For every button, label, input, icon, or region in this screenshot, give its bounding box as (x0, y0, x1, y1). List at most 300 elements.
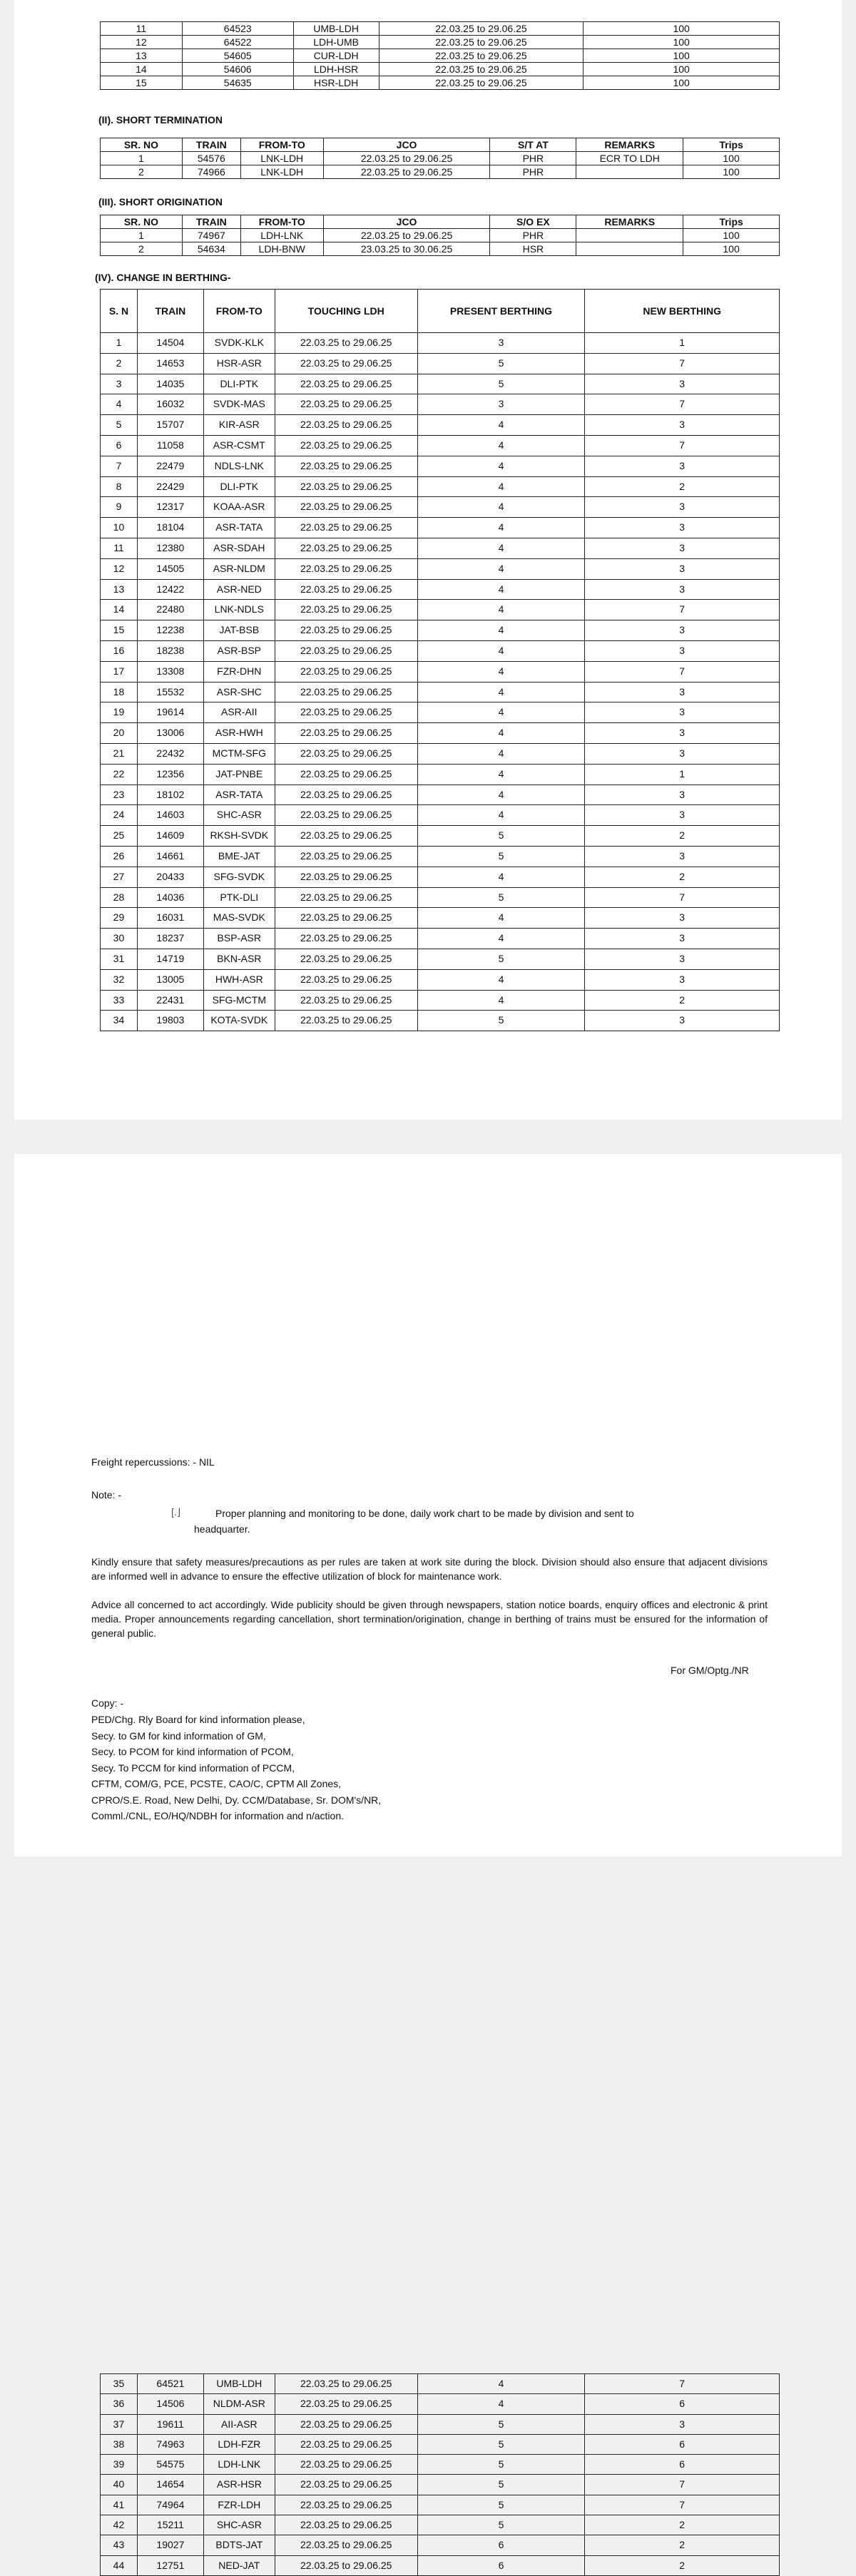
short-termination-table (100, 138, 780, 179)
table-cell: 40 (101, 2475, 138, 2495)
table-cell: HSR-ASR (203, 353, 275, 374)
table-cell: 30 (101, 929, 138, 949)
short-origination-title: (III). SHORT ORIGINATION (98, 196, 223, 208)
table-cell: ASR-NLDM (203, 558, 275, 579)
table-cell: 41 (101, 2495, 138, 2515)
table-cell: 22.03.25 to 29.06.25 (275, 867, 417, 887)
table-cell: 17 (101, 661, 138, 682)
table-cell: 54575 (137, 2455, 203, 2475)
copy-recipient-line: Secy. to GM for kind information of GM, (91, 1729, 266, 1742)
table-cell: 22.03.25 to 29.06.25 (275, 784, 417, 805)
table-cell: 22.03.25 to 29.06.25 (275, 702, 417, 723)
table-cell: 5 (417, 826, 585, 847)
table-cell: 22.03.25 to 29.06.25 (275, 723, 417, 744)
table-cell: 42 (101, 2515, 138, 2535)
table-cell: 3 (585, 374, 780, 394)
table-cell: 3 (585, 538, 780, 558)
table-cell: 7 (585, 2495, 780, 2515)
table-cell: 22.03.25 to 29.06.25 (275, 456, 417, 476)
table-cell: 22.03.25 to 29.06.25 (275, 1011, 417, 1031)
change-in-berthing-table-continued (100, 2373, 780, 2576)
table-cell: 22.03.25 to 29.06.25 (275, 2414, 417, 2434)
table-cell: 12317 (137, 497, 203, 518)
short-origination-header-row (101, 215, 780, 229)
table-cell: 4 (417, 518, 585, 538)
table-cell: 4 (417, 990, 585, 1011)
table-cell: 22.03.25 to 29.06.25 (275, 2455, 417, 2475)
copy-recipient-line: Secy. To PCCM for kind information of PCCM, (91, 1762, 295, 1774)
table-cell: 4 (417, 929, 585, 949)
table-cell: 22.03.25 to 29.06.25 (275, 661, 417, 682)
table-cell: 22.03.25 to 29.06.25 (379, 36, 584, 49)
table-cell: 3 (585, 640, 780, 661)
table-cell: 3 (585, 579, 780, 600)
table-cell: 4 (417, 723, 585, 744)
table-cell: PTK-DLI (203, 887, 275, 908)
table-cell: 22431 (137, 990, 203, 1011)
table-cell: 12380 (137, 538, 203, 558)
table-row (101, 374, 780, 394)
table-cell: 22.03.25 to 29.06.25 (275, 640, 417, 661)
table-row (101, 2555, 780, 2575)
table-cell: 13308 (137, 661, 203, 682)
table-cell: 3 (417, 333, 585, 354)
table-row (101, 579, 780, 600)
table-cell: 22480 (137, 600, 203, 620)
table-row (101, 682, 780, 702)
table-cell: 22.03.25 to 29.06.25 (275, 2475, 417, 2495)
table-cell: 22.03.25 to 29.06.25 (275, 764, 417, 784)
table-cell: 18102 (137, 784, 203, 805)
table-cell: 74964 (137, 2495, 203, 2515)
table-cell: 22.03.25 to 29.06.25 (323, 152, 490, 165)
table-cell: 100 (683, 152, 780, 165)
table-cell: 15211 (137, 2515, 203, 2535)
table-cell: 23.03.25 to 30.06.25 (323, 242, 490, 256)
table-cell: NLDM-ASR (203, 2394, 275, 2414)
table-row (101, 36, 780, 49)
table-cell: 18237 (137, 929, 203, 949)
signature-line: For GM/Optg./NR (671, 1665, 749, 1676)
table-cell: 2 (585, 990, 780, 1011)
table-cell: 4 (417, 640, 585, 661)
table-cell: SVDK-MAS (203, 394, 275, 415)
table-cell: 22.03.25 to 29.06.25 (275, 2434, 417, 2454)
table-cell: 12356 (137, 764, 203, 784)
table-cell: 22.03.25 to 29.06.25 (275, 887, 417, 908)
table-cell: 2 (585, 2515, 780, 2535)
table-cell: 14035 (137, 374, 203, 394)
table-cell: 4 (417, 538, 585, 558)
table-cell: 3 (585, 723, 780, 744)
table-row (101, 415, 780, 436)
table-cell: 22.03.25 to 29.06.25 (323, 229, 490, 242)
table-cell: 3 (585, 743, 780, 764)
table-cell: KOTA-SVDK (203, 1011, 275, 1031)
table-row (101, 826, 780, 847)
table-cell: 14719 (137, 949, 203, 969)
table-row (101, 743, 780, 764)
table-cell: 22.03.25 to 29.06.25 (275, 846, 417, 867)
table-cell: 1 (101, 333, 138, 354)
table-cell (576, 229, 683, 242)
table-cell: 1 (585, 333, 780, 354)
table-row (101, 600, 780, 620)
table-cell: 22.03.25 to 29.06.25 (275, 2394, 417, 2414)
table-cell: 22.03.25 to 29.06.25 (275, 600, 417, 620)
table-cell: 19027 (137, 2535, 203, 2555)
table-cell: 22.03.25 to 29.06.25 (275, 518, 417, 538)
table-cell: 21 (101, 743, 138, 764)
column-header: TRAIN (182, 138, 240, 152)
table-cell: 22.03.25 to 29.06.25 (275, 476, 417, 497)
column-header: S/O EX (490, 215, 576, 229)
table-row (101, 969, 780, 990)
note-bullet-icon: [.⌋ (171, 1506, 181, 1518)
table-cell: 54605 (182, 49, 293, 63)
table-cell: 100 (584, 63, 780, 76)
table-cell: 22.03.25 to 29.06.25 (275, 682, 417, 702)
copy-recipient-line: Comml./CNL, EO/HQ/NDBH for information and n/action. (91, 1810, 345, 1821)
copy-distribution-list (91, 1712, 381, 1824)
table-cell: 3 (585, 949, 780, 969)
table-row (101, 165, 780, 179)
table-cell: 12422 (137, 579, 203, 600)
table-cell: 5 (417, 887, 585, 908)
table-cell: ASR-AII (203, 702, 275, 723)
table-cell: 2 (101, 165, 183, 179)
table-cell: PHR (490, 165, 576, 179)
table-cell: 32 (101, 969, 138, 990)
table-cell: 5 (417, 846, 585, 867)
table-cell: 22.03.25 to 29.06.25 (275, 929, 417, 949)
table-cell: DLI-PTK (203, 374, 275, 394)
table-cell: LDH-HSR (293, 63, 379, 76)
change-in-berthing-table (100, 289, 780, 1031)
table-cell: 74967 (182, 229, 240, 242)
table-cell: 4 (417, 784, 585, 805)
publicity-paragraph: Advice all concerned to act accordingly. Wide publicity should be given through newspapers, station notice boards, enquiry offices and electronic & print media. Proper announcements regarding cancellation, short termination/origination, change in berthing of trains must be ensured for the information of general public. (91, 1599, 768, 1639)
table-cell: 100 (683, 165, 780, 179)
table-cell: 4 (417, 764, 585, 784)
column-header: Trips (683, 215, 780, 229)
table-cell: 11 (101, 22, 183, 36)
table-cell: 14 (101, 600, 138, 620)
table-cell: 100 (584, 76, 780, 90)
table-cell: 22.03.25 to 29.06.25 (275, 415, 417, 436)
table-cell: 3 (585, 1011, 780, 1031)
note-item-line-1: Proper planning and monitoring to be done, daily work chart to be made by division and sent to (215, 1508, 634, 1519)
table-cell: 4 (417, 805, 585, 826)
table-row (101, 558, 780, 579)
table-cell: 64523 (182, 22, 293, 36)
table-cell: 100 (683, 229, 780, 242)
table-cell: 5 (417, 949, 585, 969)
note-label: Note: - (91, 1489, 122, 1501)
table-cell: 15 (101, 620, 138, 641)
table-cell: BDTS-JAT (203, 2535, 275, 2555)
table-cell: 74963 (137, 2434, 203, 2454)
table-cell: 18238 (137, 640, 203, 661)
table-row (101, 2434, 780, 2454)
table-cell: ASR-SDAH (203, 538, 275, 558)
table-cell: 7 (585, 2475, 780, 2495)
table-cell: LDH-LNK (203, 2455, 275, 2475)
table-cell: 5 (417, 374, 585, 394)
table-row (101, 476, 780, 497)
copy-label: Copy: - (91, 1697, 124, 1709)
table-cell: 4 (101, 394, 138, 415)
table-cell: 38 (101, 2434, 138, 2454)
table-cell: 7 (585, 2374, 780, 2394)
table-cell: 29 (101, 908, 138, 929)
table-row (101, 2414, 780, 2434)
table-row (101, 2535, 780, 2555)
column-header: FROM-TO (240, 215, 323, 229)
table-row (101, 723, 780, 744)
table-row (101, 2475, 780, 2495)
table-row (101, 456, 780, 476)
document-page-1 (14, 0, 842, 1120)
table-cell: 22.03.25 to 29.06.25 (275, 908, 417, 929)
table-row (101, 333, 780, 354)
table-cell: 4 (417, 702, 585, 723)
table-cell: RKSH-SVDK (203, 826, 275, 847)
column-header: FROM-TO (203, 290, 275, 333)
table-cell: LDH-UMB (293, 36, 379, 49)
table-row (101, 702, 780, 723)
copy-recipient-line: PED/Chg. Rly Board for kind information please, (91, 1714, 305, 1725)
table-cell: SFG-SVDK (203, 867, 275, 887)
column-header: SR. NO (101, 215, 183, 229)
table-row (101, 640, 780, 661)
column-header: S/T AT (490, 138, 576, 152)
table-cell: 4 (417, 456, 585, 476)
change-in-berthing-title: (IV). CHANGE IN BERTHING- (95, 272, 231, 283)
table-row (101, 2394, 780, 2414)
table-cell: LNK-LDH (240, 152, 323, 165)
table-cell: 15532 (137, 682, 203, 702)
table-cell: NDLS-LNK (203, 456, 275, 476)
column-header: NEW BERTHING (585, 290, 780, 333)
table-cell: 22.03.25 to 29.06.25 (275, 353, 417, 374)
table-cell: 22.03.25 to 29.06.25 (275, 2374, 417, 2394)
table-cell: 14 (101, 63, 183, 76)
table-cell: 22.03.25 to 29.06.25 (275, 374, 417, 394)
table-cell: 5 (417, 2434, 585, 2454)
table-cell: UMB-LDH (203, 2374, 275, 2394)
table-cell: 4 (417, 2374, 585, 2394)
column-header: TRAIN (137, 290, 203, 333)
table-cell: 4 (417, 2394, 585, 2414)
table-cell: 7 (585, 435, 780, 456)
table-cell: 14036 (137, 887, 203, 908)
column-header: REMARKS (576, 215, 683, 229)
table-cell: 16032 (137, 394, 203, 415)
table-row (101, 394, 780, 415)
table-row (101, 242, 780, 256)
column-header: SR. NO (101, 138, 183, 152)
table-cell: ASR-SHC (203, 682, 275, 702)
table-cell: 5 (417, 2455, 585, 2475)
table-cell: 12751 (137, 2555, 203, 2575)
copy-recipient-line: CPRO/S.E. Road, New Delhi, Dy. CCM/Database, Sr. DOM's/NR, (91, 1794, 382, 1806)
table-row (101, 538, 780, 558)
table-cell: BKN-ASR (203, 949, 275, 969)
table-cell: 22.03.25 to 29.06.25 (275, 333, 417, 354)
table-cell: 4 (417, 415, 585, 436)
table-row (101, 229, 780, 242)
table-cell: 54576 (182, 152, 240, 165)
table-row (101, 620, 780, 641)
table-cell: 22.03.25 to 29.06.25 (275, 2535, 417, 2555)
table-cell: ECR TO LDH (576, 152, 683, 165)
safety-paragraph: Kindly ensure that safety measures/precautions as per rules are taken at work site during the block. Division should also ensure that adjacent divisions are informed well in advance to ensure the effective utilization of block for maintenance work. (91, 1556, 768, 1582)
table-cell: 14505 (137, 558, 203, 579)
table-row (101, 22, 780, 36)
table-cell: ASR-TATA (203, 784, 275, 805)
table-cell: 22.03.25 to 29.06.25 (275, 826, 417, 847)
table-cell: 100 (683, 242, 780, 256)
table-cell: 22.03.25 to 29.06.25 (379, 76, 584, 90)
table-row (101, 497, 780, 518)
freight-repercussions: Freight repercussions: - NIL (91, 1456, 215, 1468)
table-row (101, 867, 780, 887)
table-cell: KIR-ASR (203, 415, 275, 436)
table-row (101, 661, 780, 682)
table-cell: LNK-NDLS (203, 600, 275, 620)
table-cell: 13006 (137, 723, 203, 744)
table-cell: ASR-TATA (203, 518, 275, 538)
table-cell: 2 (585, 2555, 780, 2575)
column-header: JCO (323, 215, 490, 229)
table-cell: 43 (101, 2535, 138, 2555)
table-cell: 5 (417, 353, 585, 374)
table-cell: 19614 (137, 702, 203, 723)
table-cell: NED-JAT (203, 2555, 275, 2575)
table-cell: 12 (101, 36, 183, 49)
table-cell: 6 (585, 2434, 780, 2454)
table-cell: 28 (101, 887, 138, 908)
table-cell: 20 (101, 723, 138, 744)
table-cell: 4 (417, 908, 585, 929)
table-cell: FZR-LDH (203, 2495, 275, 2515)
table-cell: 1 (101, 229, 183, 242)
table-cell: 16 (101, 640, 138, 661)
table-cell: 34 (101, 1011, 138, 1031)
column-header: FROM-TO (240, 138, 323, 152)
table-cell: 2 (585, 826, 780, 847)
table-cell: PHR (490, 229, 576, 242)
table-cell: 4 (417, 867, 585, 887)
table-row (101, 353, 780, 374)
table-cell: 3 (585, 702, 780, 723)
table-cell: PHR (490, 152, 576, 165)
table-cell: ASR-HWH (203, 723, 275, 744)
table-cell: 5 (417, 2515, 585, 2535)
table-cell: 3 (101, 374, 138, 394)
table-cell: 22.03.25 to 29.06.25 (275, 497, 417, 518)
table-cell: 14653 (137, 353, 203, 374)
note-item-line-2: headquarter. (194, 1523, 250, 1535)
table-cell: FZR-DHN (203, 661, 275, 682)
table-cell: 3 (585, 784, 780, 805)
table-cell: 3 (585, 846, 780, 867)
table-cell: JAT-PNBE (203, 764, 275, 784)
column-header: S. N (101, 290, 138, 333)
table-row (101, 908, 780, 929)
table-cell: 22.03.25 to 29.06.25 (275, 949, 417, 969)
table-cell: 4 (417, 579, 585, 600)
table-cell: 18104 (137, 518, 203, 538)
table-cell: 1 (585, 764, 780, 784)
table-cell: 4 (417, 600, 585, 620)
table-row (101, 764, 780, 784)
table-cell: 15 (101, 76, 183, 90)
table-cell: 22429 (137, 476, 203, 497)
table-cell: 2 (585, 867, 780, 887)
table-cell: 3 (585, 456, 780, 476)
table-cell: 22.03.25 to 29.06.25 (379, 22, 584, 36)
table-cell: 14609 (137, 826, 203, 847)
table-row (101, 435, 780, 456)
table-row (101, 518, 780, 538)
table-row (101, 76, 780, 90)
table-row (101, 805, 780, 826)
table-cell: 2 (585, 2535, 780, 2555)
table-cell: 54606 (182, 63, 293, 76)
table-cell: 18 (101, 682, 138, 702)
table-cell: 3 (585, 620, 780, 641)
table-cell: 22.03.25 to 29.06.25 (275, 620, 417, 641)
table-cell: CUR-LDH (293, 49, 379, 63)
short-termination-title: (II). SHORT TERMINATION (98, 114, 223, 126)
table-cell: 6 (417, 2555, 585, 2575)
table-cell: 4 (417, 682, 585, 702)
table-row (101, 2515, 780, 2535)
table-cell: 3 (585, 969, 780, 990)
column-header: Trips (683, 138, 780, 152)
table-row (101, 887, 780, 908)
table-cell: 3 (585, 2414, 780, 2434)
table-cell: 12 (101, 558, 138, 579)
short-origination-table (100, 215, 780, 256)
table-cell: 11058 (137, 435, 203, 456)
table-cell: 5 (417, 2475, 585, 2495)
table-cell: 7 (585, 887, 780, 908)
table-cell: 7 (585, 353, 780, 374)
table-cell: 14661 (137, 846, 203, 867)
table-cell: 16031 (137, 908, 203, 929)
table-cell: 100 (584, 49, 780, 63)
table-cell: ASR-CSMT (203, 435, 275, 456)
table-cell: 39 (101, 2455, 138, 2475)
column-header: TOUCHING LDH (275, 290, 417, 333)
table-cell: 4 (417, 435, 585, 456)
table-cell: 5 (417, 1011, 585, 1031)
table-cell: 54635 (182, 76, 293, 90)
column-header: TRAIN (182, 215, 240, 229)
table-cell: 22.03.25 to 29.06.25 (275, 558, 417, 579)
table-cell: 22.03.25 to 29.06.25 (275, 579, 417, 600)
table-cell: 19611 (137, 2414, 203, 2434)
table-cell: 6 (101, 435, 138, 456)
table-cell: 22.03.25 to 29.06.25 (275, 805, 417, 826)
table-cell: 22479 (137, 456, 203, 476)
table-cell: 5 (417, 2495, 585, 2515)
table-cell: 64521 (137, 2374, 203, 2394)
table-cell: 31 (101, 949, 138, 969)
